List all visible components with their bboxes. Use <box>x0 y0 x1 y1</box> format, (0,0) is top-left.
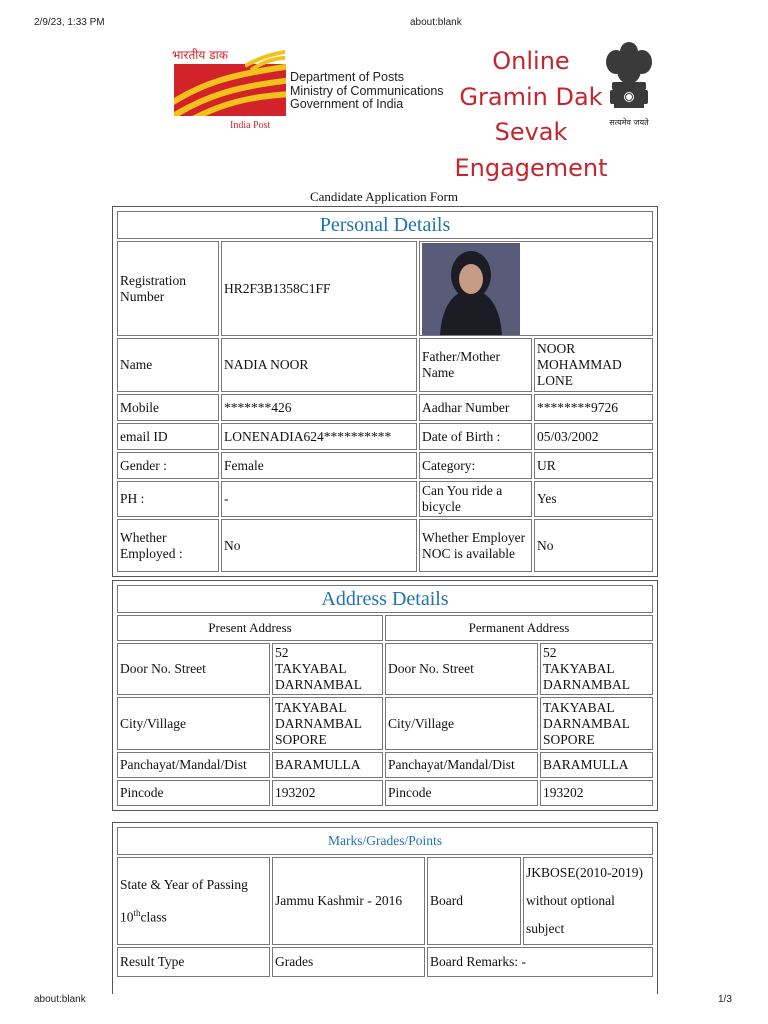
footer-url: about:blank <box>34 994 86 1005</box>
department-line1: Department of Posts <box>290 70 404 84</box>
employed-value: No <box>221 519 417 572</box>
present-city-label: City/Village <box>117 697 270 750</box>
present-street: TAKYABAL DARNAMBAL <box>275 661 363 692</box>
permanent-door-no: 52 <box>543 645 557 660</box>
banner-line1: Online <box>492 47 570 75</box>
present-door-label: Door No. Street <box>117 643 270 695</box>
gds-banner <box>446 44 616 186</box>
email-value: LONENADIA624********** <box>221 423 417 450</box>
state-year-label: State & Year of Passing <box>120 876 248 892</box>
permanent-pincode-label: Pincode <box>385 780 538 806</box>
noc-value: No <box>534 519 653 572</box>
present-district-value: BARAMULLA <box>272 752 383 778</box>
board-remarks-label: Board Remarks: <box>430 954 519 969</box>
personal-details-table <box>115 209 655 574</box>
present-city-value: TAKYABAL DARNAMBAL SOPORE <box>272 697 383 750</box>
print-url: about:blank <box>410 17 462 28</box>
aadhar-label: Aadhar Number <box>419 394 532 421</box>
permanent-pincode-value: 193202 <box>540 780 653 806</box>
mobile-label: Mobile <box>117 394 219 421</box>
personal-details-frame <box>112 206 658 577</box>
permanent-district-label: Panchayat/Mandal/Dist <box>385 752 538 778</box>
board-value: JKBOSE(2010-2019) without optional subject <box>523 857 653 945</box>
personal-details-heading: Personal Details <box>117 211 653 239</box>
category-label: Category: <box>419 452 532 479</box>
gender-label: Gender : <box>117 452 219 479</box>
logo-swoosh-icon <box>174 64 286 116</box>
state-year-label-cell <box>117 857 270 945</box>
address-details-table <box>115 583 655 808</box>
banner-line2: Gramin Dak <box>459 82 603 111</box>
permanent-district-value: BARAMULLA <box>540 752 653 778</box>
registration-label: Registration Number <box>117 241 219 336</box>
dob-label: Date of Birth : <box>419 423 532 450</box>
permanent-city-value: TAKYABAL DARNAMBAL SOPORE <box>540 697 653 750</box>
present-door-street-value <box>272 643 383 695</box>
father-mother-label: Father/Mother Name <box>419 338 532 392</box>
india-post-logo <box>150 46 285 136</box>
permanent-door-label: Door No. Street <box>385 643 538 695</box>
logo-red-block <box>174 64 286 116</box>
gender-value: Female <box>221 452 417 479</box>
present-pincode-label: Pincode <box>117 780 270 806</box>
banner-line3: Sevak <box>494 118 568 146</box>
marks-heading: Marks/Grades/Points <box>117 827 653 855</box>
logo-swoosh-tail-icon <box>245 50 285 70</box>
class-sup: th <box>133 907 141 918</box>
state-year-value: Jammu Kashmir - 2016 <box>272 857 425 945</box>
permanent-door-street-value <box>540 643 653 695</box>
present-district-label: Panchayat/Mandal/Dist <box>117 752 270 778</box>
footer-page-number: 1/3 <box>718 994 732 1005</box>
email-label: email ID <box>117 423 219 450</box>
department-line3: Government of India <box>290 97 404 111</box>
present-address-heading: Present Address <box>117 615 383 641</box>
class-word: class <box>140 909 167 925</box>
category-value: UR <box>534 452 653 479</box>
dob-value: 05/03/2002 <box>534 423 653 450</box>
bicycle-value: Yes <box>534 481 653 517</box>
name-label: Name <box>117 338 219 392</box>
logo-hindi-text: भारतीय डाक <box>172 48 228 62</box>
department-line2: Ministry of Communications <box>290 83 444 98</box>
marks-frame <box>112 822 658 994</box>
employed-label: Whether Employed : <box>117 519 219 572</box>
father-mother-value: NOOR MOHAMMAD LONE <box>534 338 653 392</box>
board-remarks-value: - <box>521 954 526 969</box>
form-title: Candidate Application Form <box>309 189 459 204</box>
marks-table <box>115 825 655 979</box>
name-value: NADIA NOOR <box>221 338 417 392</box>
ph-label: PH : <box>117 481 219 517</box>
ph-value: - <box>221 481 417 517</box>
registration-value: HR2F3B1358C1FF <box>221 241 417 336</box>
bicycle-label: Can You ride a bicycle <box>419 481 532 517</box>
present-pincode-value: 193202 <box>272 780 383 806</box>
permanent-address-heading: Permanent Address <box>385 615 653 641</box>
print-datetime: 2/9/23, 1:33 PM <box>34 17 105 28</box>
aadhar-value: ********9726 <box>534 394 653 421</box>
address-details-frame <box>112 580 658 811</box>
photo-cell <box>419 241 653 336</box>
address-details-heading: Address Details <box>117 585 653 613</box>
banner-line4: Engagement <box>454 153 608 182</box>
result-type-label: Result Type <box>117 947 270 977</box>
present-door-no: 52 <box>275 645 289 660</box>
result-type-value: Grades <box>272 947 425 977</box>
class-label <box>120 899 267 932</box>
department-block <box>290 71 444 112</box>
candidate-photo <box>422 243 520 335</box>
class-num: 10 <box>120 909 134 925</box>
candidate-photo-icon <box>422 243 520 335</box>
board-remarks-cell <box>427 947 653 977</box>
mobile-value: *******426 <box>221 394 417 421</box>
logo-caption: India Post <box>230 120 271 131</box>
permanent-city-label: City/Village <box>385 697 538 750</box>
board-label: Board <box>427 857 521 945</box>
permanent-street: TAKYABAL DARNAMBAL <box>543 661 631 692</box>
emblem-caption: सत्यमेव जयते <box>609 118 649 127</box>
noc-label: Whether Employer NOC is available <box>419 519 532 572</box>
